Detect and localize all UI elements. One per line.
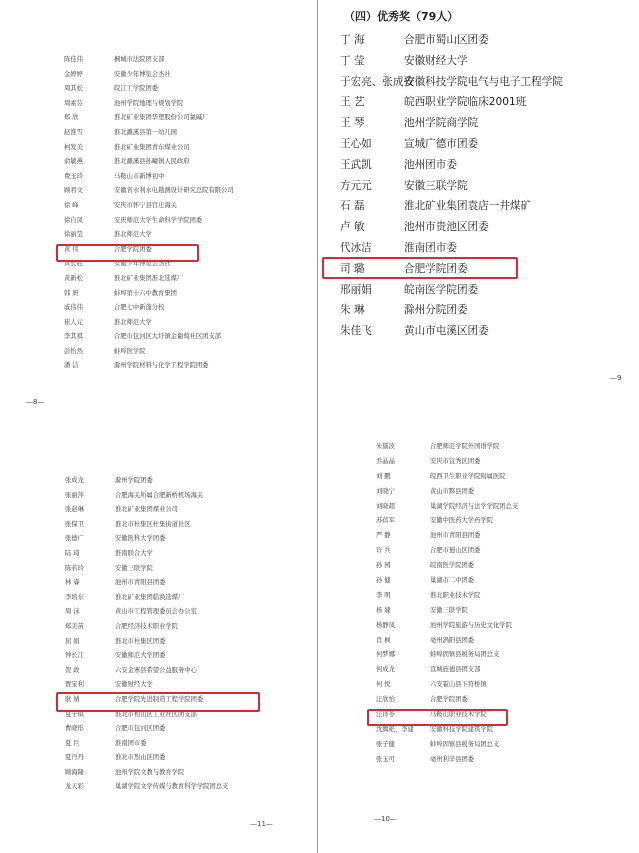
list-item bbox=[64, 214, 304, 229]
list-item bbox=[64, 141, 304, 156]
award-list-page-11 bbox=[65, 474, 305, 795]
recipient-name: 李其祺 bbox=[64, 333, 83, 341]
recipient-organization: 巢湖学院文学传媒与教育科学学院团总支 bbox=[115, 783, 229, 791]
list-item bbox=[376, 738, 626, 753]
recipient-name: 顾海隆 bbox=[65, 768, 84, 776]
recipient-name: 汪欣怡 bbox=[376, 696, 395, 704]
list-item bbox=[64, 301, 304, 316]
recipient-organization: 亳州利辛县团委 bbox=[430, 755, 475, 763]
recipient-organization: 合肥师范学院外国语学院 bbox=[430, 443, 500, 450]
recipient-organization: 六安金寨县希望公益服务中心 bbox=[115, 666, 197, 674]
recipient-organization: 安徽中医药大学药学院 bbox=[430, 517, 493, 525]
recipient-organization: 淮北市相山区工业社区团支部 bbox=[115, 710, 197, 718]
recipient-name: 徐丽莹 bbox=[64, 231, 83, 239]
recipient-organization: 池州学院地理与规划学院 bbox=[114, 99, 184, 107]
highlight-box-hefei-page-10 bbox=[367, 709, 508, 726]
list-item bbox=[65, 635, 305, 650]
recipient-name: 何成龙 bbox=[376, 666, 395, 674]
page-number: —10— bbox=[374, 815, 397, 823]
recipient-organization: 安徽财经大学 bbox=[115, 681, 153, 689]
recipient-name: 孙 园 bbox=[376, 562, 391, 570]
recipient-organization: 安庆市怀宁县官庄海关 bbox=[114, 201, 177, 209]
recipient-name: 郑美苗 bbox=[65, 622, 84, 630]
list-item bbox=[376, 678, 626, 693]
recipient-name: 徐 峰 bbox=[64, 201, 79, 209]
recipient-name: 张赵琳 bbox=[65, 506, 84, 514]
recipient-organization: 蚌埠医学院 bbox=[114, 347, 146, 355]
recipient-name: 沈腾艳、李建 bbox=[376, 725, 414, 733]
recipient-organization: 宣城旌德县团支部 bbox=[430, 666, 481, 674]
list-item bbox=[65, 562, 305, 577]
list-item bbox=[64, 111, 304, 126]
recipient-name: 钟长江 bbox=[65, 652, 84, 660]
highlight-box-hefei-page-9 bbox=[322, 257, 518, 279]
recipient-name: 张子健 bbox=[376, 740, 395, 748]
list-item bbox=[65, 503, 305, 518]
recipient-name: 刘晓宁 bbox=[376, 487, 395, 495]
list-item bbox=[65, 474, 305, 489]
recipient-organization: 马鞍山市新博初中 bbox=[114, 172, 165, 180]
recipient-name: 夏丹丹 bbox=[65, 754, 84, 762]
list-item bbox=[376, 574, 626, 589]
list-item bbox=[64, 359, 304, 374]
recipient-name: 戚伟伟 bbox=[64, 304, 83, 312]
recipient-name: 韩 妍 bbox=[64, 289, 79, 297]
recipient-name: 乔晶晶 bbox=[376, 457, 395, 465]
recipient-name: 司 璐 bbox=[340, 262, 365, 275]
recipient-organization: 淮北市杜集区团委 bbox=[115, 637, 166, 645]
list-item bbox=[64, 97, 304, 112]
recipient-name: 屈 娟 bbox=[65, 637, 80, 645]
highlight-box-hefei-page-11 bbox=[56, 692, 260, 712]
recipient-organization: 安庆市宜秀区团委 bbox=[430, 457, 481, 465]
list-item bbox=[376, 544, 626, 559]
list-item bbox=[340, 113, 639, 134]
recipient-organization: 安徽三联学院 bbox=[430, 606, 468, 614]
recipient-organization: 安庆师范大学生命科学学院团委 bbox=[114, 216, 203, 224]
recipient-organization: 安徽省水利水电勘测设计研究总院有限公司 bbox=[114, 187, 234, 195]
recipient-name: 代冰洁 bbox=[340, 241, 372, 254]
recipient-name: 金婷婷 bbox=[64, 70, 83, 78]
list-item bbox=[376, 470, 626, 485]
recipient-name: 苏蓓军 bbox=[376, 517, 395, 525]
recipient-organization: 蚌埠固镇县税务局团总支 bbox=[430, 740, 500, 748]
recipient-organization: 安徽三联学院 bbox=[404, 179, 468, 192]
list-item bbox=[64, 330, 304, 345]
recipient-organization: 淮北矿业集团袁店一井煤矿 bbox=[404, 200, 532, 213]
section-heading: （四）优秀奖（79人） bbox=[344, 10, 459, 23]
recipient-organization: 淮北矿业集团华塑股份公司氯碱厂 bbox=[114, 114, 209, 122]
list-item bbox=[65, 591, 305, 606]
recipient-name: 林 睿 bbox=[65, 579, 80, 587]
list-item bbox=[376, 529, 626, 544]
recipient-organization: 池州市贵池区团委 bbox=[404, 221, 489, 234]
recipient-name: 许 兵 bbox=[376, 547, 391, 555]
recipient-name: 王 琴 bbox=[340, 117, 365, 130]
list-item bbox=[340, 217, 639, 238]
page-number: —8— bbox=[26, 398, 45, 406]
list-item bbox=[65, 532, 305, 547]
recipient-name: 耿 婧 bbox=[65, 695, 80, 703]
recipient-organization: 池州市青阳县团委 bbox=[430, 532, 481, 540]
recipient-name: 贺 政 bbox=[65, 666, 80, 674]
list-item bbox=[376, 604, 626, 619]
list-item bbox=[376, 500, 626, 515]
recipient-organization: 亳州涡阳县团委 bbox=[430, 636, 475, 644]
recipient-organization: 皖西职业学院临床2001班 bbox=[404, 96, 527, 109]
recipient-name: 邢丽娟 bbox=[340, 283, 372, 296]
list-item bbox=[64, 68, 304, 83]
recipient-organization: 皖西卫生职业学院附属医院 bbox=[430, 472, 506, 480]
recipient-name: 杨静凤 bbox=[376, 621, 395, 629]
list-item bbox=[376, 619, 626, 634]
list-item bbox=[64, 170, 304, 185]
list-item bbox=[64, 199, 304, 214]
list-item bbox=[340, 196, 639, 217]
recipient-name: 夏子琪 bbox=[65, 710, 84, 718]
recipient-name: 夏 巨 bbox=[65, 739, 80, 747]
list-item bbox=[340, 300, 639, 321]
list-item bbox=[340, 51, 639, 72]
recipient-name: 石 磊 bbox=[340, 200, 365, 213]
list-item bbox=[64, 345, 304, 360]
list-item bbox=[64, 184, 304, 199]
list-item bbox=[64, 126, 304, 141]
recipient-organization: 合肥市蜀山区团委 bbox=[430, 547, 481, 555]
highlight-box-hefei-page-8 bbox=[56, 244, 199, 262]
recipient-organization: 池州学院旅游与历史文化学院 bbox=[430, 621, 512, 629]
recipient-name: 潘 洁 bbox=[64, 362, 79, 370]
recipient-name: 肖 枫 bbox=[376, 636, 391, 644]
recipient-name: 方元元 bbox=[340, 179, 372, 192]
list-item bbox=[340, 30, 639, 51]
spread-divider bbox=[317, 0, 318, 853]
list-item bbox=[376, 648, 626, 663]
recipient-name: 张丽萍 bbox=[65, 491, 84, 499]
recipient-organization: 桐城市法院团支部 bbox=[114, 56, 165, 63]
recipient-organization: 滁州学院材料与化学工程学院团委 bbox=[114, 362, 209, 370]
list-item bbox=[340, 280, 639, 301]
list-item bbox=[65, 664, 305, 679]
recipient-organization: 马鞍山职业技术学院 bbox=[430, 711, 487, 719]
recipient-name: 崔人元 bbox=[64, 318, 83, 326]
page-11 bbox=[0, 428, 318, 853]
recipient-name: 李培东 bbox=[65, 593, 84, 601]
list-item bbox=[376, 485, 626, 500]
recipient-name: 曹晓彤 bbox=[65, 725, 84, 733]
recipient-organization: 滁州分院团委 bbox=[404, 304, 468, 317]
recipient-organization: 合肥海关所属合肥新桥机场海关 bbox=[115, 491, 204, 499]
recipient-organization: 合肥经济技术职业学院 bbox=[115, 622, 178, 630]
page-8 bbox=[0, 0, 318, 425]
page-number: —9 bbox=[610, 374, 622, 382]
recipient-organization: 皖南医学院团委 bbox=[430, 562, 475, 570]
recipient-organization: 淮北濉溪县孙疃镇人民政府 bbox=[114, 158, 190, 166]
recipient-organization: 淮北师范大学 bbox=[114, 318, 152, 326]
list-item bbox=[340, 176, 639, 197]
recipient-organization: 淮北矿业集团淮北选煤厂 bbox=[114, 274, 184, 282]
recipient-organization: 淮南团市委 bbox=[404, 241, 457, 254]
recipient-organization: 安徽少年博览会杰社 bbox=[114, 70, 171, 78]
recipient-organization: 淮北矿业集团临涣选煤厂 bbox=[115, 593, 185, 601]
recipient-organization: 滁州学院团委 bbox=[115, 477, 153, 484]
recipient-name: 王 艺 bbox=[340, 96, 365, 109]
recipient-organization: 安徽三联学院 bbox=[115, 564, 153, 572]
recipient-organization: 黄山市屯溪区团委 bbox=[404, 325, 489, 338]
recipient-name: 孙 健 bbox=[376, 577, 391, 585]
list-item bbox=[376, 440, 626, 455]
page-10 bbox=[318, 428, 639, 853]
list-item bbox=[64, 272, 304, 287]
recipient-organization: 巢湖市二中团委 bbox=[430, 577, 475, 585]
list-item bbox=[376, 589, 626, 604]
recipient-organization: 池州学院文教与教育学院 bbox=[115, 768, 185, 776]
recipient-organization: 宣城广德市团委 bbox=[404, 137, 479, 150]
award-list-page-8 bbox=[64, 53, 304, 374]
list-item bbox=[65, 678, 305, 693]
list-item bbox=[376, 663, 626, 678]
recipient-organization: 池州市青阳县团委 bbox=[115, 579, 166, 587]
recipient-name: 丁 海 bbox=[340, 34, 365, 46]
recipient-name: 卢 敏 bbox=[340, 221, 365, 234]
list-item bbox=[64, 316, 304, 331]
list-item bbox=[64, 53, 304, 68]
list-item bbox=[376, 559, 626, 574]
list-item bbox=[65, 722, 305, 737]
recipient-organization: 皖南医学院团委 bbox=[404, 283, 479, 296]
recipient-name: 严 静 bbox=[376, 532, 391, 540]
recipient-name: 丁 莹 bbox=[340, 54, 365, 67]
recipient-organization: 淮南团市委 bbox=[115, 739, 147, 747]
recipient-name: 黄新松 bbox=[64, 274, 83, 282]
list-item bbox=[65, 547, 305, 562]
recipient-organization: 淮北师范大学 bbox=[114, 231, 152, 239]
award-list-page-9 bbox=[340, 30, 639, 342]
recipient-name: 何 悦 bbox=[376, 681, 391, 689]
recipient-name: 张保卫 bbox=[65, 520, 84, 528]
recipient-organization: 安徽科技学院电气与电子工程学院 bbox=[404, 75, 563, 88]
recipient-name: 王心如 bbox=[340, 137, 372, 150]
recipient-name: 徐自凤 bbox=[64, 216, 83, 224]
recipient-organization: 黄山市工程管理委员会办公室 bbox=[115, 608, 197, 616]
recipient-organization: 合肥市包河区大圩镇金葡萄社区团支部 bbox=[114, 333, 222, 341]
recipient-name: 朱佳飞 bbox=[340, 325, 372, 338]
recipient-name: 周 沫 bbox=[65, 608, 80, 616]
recipient-organization: 淮北矿业集团煤业公司 bbox=[115, 506, 178, 514]
recipient-name: 于宏亮、张成孜 bbox=[340, 75, 415, 88]
list-item bbox=[376, 634, 626, 649]
page-9 bbox=[318, 0, 639, 425]
recipient-organization: 安徽医科大学团委 bbox=[115, 535, 166, 543]
recipient-name: 周素芬 bbox=[64, 99, 83, 107]
recipient-organization: 安徽师范大学团委 bbox=[115, 652, 166, 660]
recipient-organization: 池州学院商学院 bbox=[404, 117, 479, 130]
recipient-name: 朱 琳 bbox=[340, 304, 365, 317]
recipient-name: 郑 欣 bbox=[64, 114, 79, 122]
recipient-name: 李 明 bbox=[376, 591, 391, 599]
recipient-organization: 黄山市黟县团委 bbox=[430, 487, 475, 495]
recipient-name: 张德广 bbox=[65, 535, 84, 543]
recipient-name: 陆 琦 bbox=[65, 549, 80, 557]
recipient-organization: 合肥学院团委 bbox=[430, 696, 468, 704]
list-item bbox=[65, 737, 305, 752]
recipient-organization: 安徽财经大学 bbox=[404, 54, 468, 67]
recipient-organization: 淮南联合大学 bbox=[115, 549, 153, 557]
list-item bbox=[65, 649, 305, 664]
recipient-organization: 合肥七中新蓬分校 bbox=[114, 304, 165, 312]
page-number: —11— bbox=[250, 820, 273, 828]
recipient-name: 汪译苓 bbox=[376, 711, 395, 719]
list-item bbox=[65, 489, 305, 504]
recipient-name: 朱儒波 bbox=[376, 443, 395, 450]
list-item bbox=[65, 518, 305, 533]
recipient-name: 陈佳伟 bbox=[64, 56, 83, 63]
recipient-name: 王武凯 bbox=[340, 158, 372, 171]
list-item bbox=[340, 72, 639, 93]
list-item bbox=[340, 92, 639, 113]
recipient-name: 彭怡然 bbox=[64, 347, 83, 355]
list-item bbox=[65, 780, 305, 795]
recipient-name: 周其松 bbox=[64, 85, 83, 93]
list-item bbox=[65, 620, 305, 635]
recipient-organization: 淮北濉溪县第一幼儿园 bbox=[114, 128, 177, 136]
recipient-name: 张成龙 bbox=[65, 477, 84, 484]
recipient-name: 刘晓超 bbox=[376, 502, 395, 510]
list-item bbox=[65, 766, 305, 781]
recipient-name: 黄 伟 bbox=[64, 245, 79, 253]
list-item bbox=[65, 751, 305, 766]
recipient-organization: 安徽科技学院建筑学院 bbox=[430, 725, 493, 733]
recipient-name: 柯发美 bbox=[64, 143, 83, 151]
recipient-organization: 安徽少年博览会杰社 bbox=[114, 260, 171, 268]
recipient-name: 陈若玲 bbox=[65, 564, 84, 572]
list-item bbox=[376, 455, 626, 470]
recipient-name: 张玉可 bbox=[376, 755, 395, 763]
recipient-name: 贾宝利 bbox=[65, 681, 84, 689]
recipient-organization: 淮北矿业集团青东煤业公司 bbox=[114, 143, 190, 151]
recipient-organization: 合肥学院团委 bbox=[114, 245, 152, 253]
list-item bbox=[65, 576, 305, 591]
recipient-organization: 蚌埠固镇县税务局团总支 bbox=[430, 651, 500, 659]
list-item bbox=[376, 753, 626, 768]
list-item bbox=[64, 287, 304, 302]
list-item bbox=[340, 321, 639, 342]
recipient-organization: 淮北市烈山区团委 bbox=[115, 754, 166, 762]
recipient-organization: 合肥学院团委 bbox=[404, 262, 468, 275]
recipient-name: 黄长胜 bbox=[64, 260, 83, 268]
recipient-organization: 合肥市蜀山区团委 bbox=[404, 34, 489, 46]
recipient-name: 龙天彩 bbox=[65, 783, 84, 791]
list-item bbox=[64, 228, 304, 243]
list-item bbox=[64, 155, 304, 170]
recipient-name: 顾君文 bbox=[64, 187, 83, 195]
recipient-organization: 蚌埠第十六中教育集团 bbox=[114, 289, 177, 297]
list-item bbox=[340, 134, 639, 155]
recipient-name: 杨 婕 bbox=[376, 606, 391, 614]
recipient-organization: 巢湖学院经济与法学学院团总支 bbox=[430, 502, 519, 510]
recipient-organization: 池州团市委 bbox=[404, 158, 457, 171]
list-item bbox=[65, 605, 305, 620]
recipient-name: 赵淮雪 bbox=[64, 128, 83, 136]
recipient-name: 费玉玲 bbox=[64, 172, 83, 180]
recipient-organization: 合肥市包河区团委 bbox=[115, 725, 166, 733]
recipient-name: 刘 鹏 bbox=[376, 472, 391, 480]
recipient-organization: 淮北职业技术学院 bbox=[430, 591, 481, 599]
list-item bbox=[340, 155, 639, 176]
list-item bbox=[340, 238, 639, 259]
recipient-organization: 淮北市杜集区杜集街道社区 bbox=[115, 520, 191, 528]
list-item bbox=[376, 514, 626, 529]
recipient-organization: 合肥学院先进制造工程学院团委 bbox=[115, 695, 204, 703]
list-item bbox=[376, 693, 626, 708]
recipient-name: 俞敏燕 bbox=[64, 158, 83, 166]
recipient-organization: 六安霍山县下符桥镇 bbox=[430, 681, 487, 689]
list-item bbox=[64, 82, 304, 97]
recipient-name: 何梦娜 bbox=[376, 651, 395, 659]
recipient-organization: 皖江工学院团委 bbox=[114, 85, 159, 93]
